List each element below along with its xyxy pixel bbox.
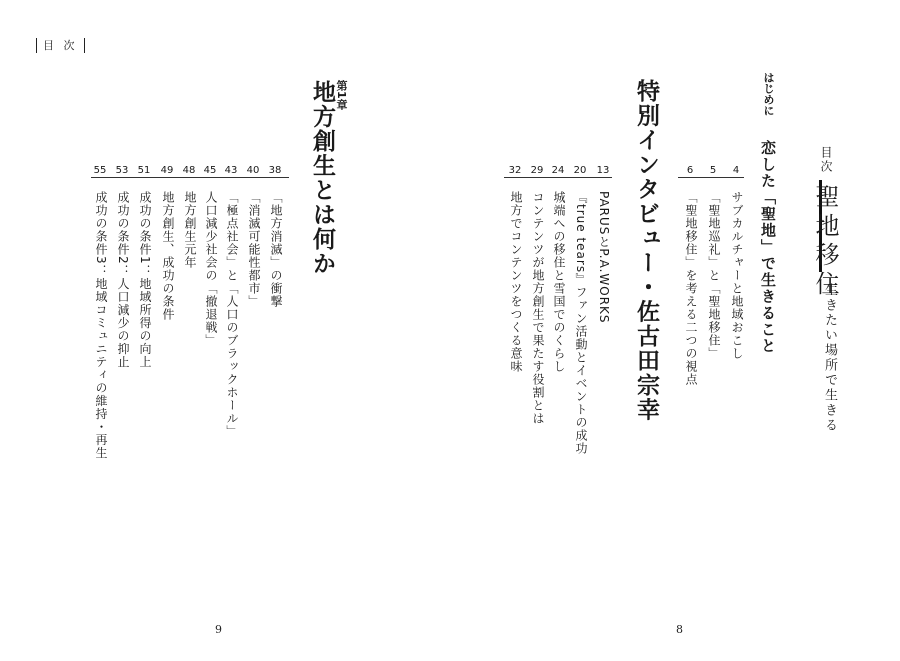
chapter1-rule xyxy=(91,177,289,178)
toc-entry[interactable] xyxy=(203,165,218,347)
header-bar-right xyxy=(84,38,85,53)
toc-entry[interactable] xyxy=(706,165,721,360)
toc-entry[interactable] xyxy=(508,165,523,373)
page-number: 6 xyxy=(686,165,694,176)
page-number: 51 xyxy=(137,165,151,176)
toc-entry[interactable] xyxy=(224,165,239,438)
entry-text: 人口減少社会の「撤退戦」 xyxy=(204,191,218,347)
page-number: 49 xyxy=(160,165,174,176)
entry-text: 成功の条件2：人口減少の抑止 xyxy=(116,191,130,369)
header-bar-left xyxy=(36,38,37,53)
chapter1-kicker: 第1章 xyxy=(335,80,348,110)
intro-kicker: はじめに xyxy=(762,72,775,116)
entry-text: 「聖地移住」を考える二つの視点 xyxy=(684,191,698,386)
page-number: 24 xyxy=(551,165,565,176)
toc-entry[interactable] xyxy=(93,165,108,460)
entry-text: 城端への移住と雪国でのくらし xyxy=(552,191,566,373)
page-number: 48 xyxy=(182,165,196,176)
entry-text: 成功の条件1：地域所得の向上 xyxy=(138,191,152,369)
page-number: 38 xyxy=(268,165,282,176)
toc-entry[interactable] xyxy=(683,165,698,386)
toc-entry[interactable] xyxy=(115,165,130,369)
toc-entry[interactable] xyxy=(182,165,197,269)
page-number-left: 9 xyxy=(215,623,222,636)
toc-entry[interactable] xyxy=(137,165,152,369)
interview-rule xyxy=(504,177,612,178)
page-number-right: 8 xyxy=(676,623,683,636)
entry-text: 地方創生、成功の条件 xyxy=(161,191,175,321)
toc-entry[interactable] xyxy=(573,165,588,456)
book-subtitle: 生きたい場所で生きる xyxy=(822,283,837,433)
page-number: 13 xyxy=(596,165,610,176)
intro-title: 恋した「聖地」で生きること xyxy=(759,140,777,355)
toc-entry[interactable] xyxy=(160,165,175,321)
entry-text: 成功の条件3：地域コミュニティの維持・再生 xyxy=(94,191,108,460)
entry-text: 「聖地巡礼」と「聖地移住」 xyxy=(707,191,721,360)
entry-text: 「極点社会」と「人口のブラックホール」 xyxy=(225,191,239,438)
toc-entry[interactable] xyxy=(729,165,744,360)
interview-title: 特別インタビュー・佐古田宗幸 xyxy=(633,79,659,422)
toc-entry[interactable] xyxy=(246,165,261,308)
page-number: 20 xyxy=(573,165,587,176)
entry-text: 地方でコンテンツをつくる意味 xyxy=(509,191,523,373)
page-number: 4 xyxy=(732,165,740,176)
page-number: 55 xyxy=(93,165,107,176)
entry-text: 地方創生元年 xyxy=(183,191,197,269)
running-header xyxy=(30,36,91,54)
page-number: 5 xyxy=(709,165,717,176)
page-number: 29 xyxy=(530,165,544,176)
toc-entry[interactable] xyxy=(551,165,566,373)
entry-text: サブカルチャーと地域おこし xyxy=(730,191,744,360)
entry-text: PARUSとP.A.WORKS xyxy=(597,191,611,324)
page-number: 53 xyxy=(115,165,129,176)
entry-text: コンテンツが地方創生で果たす役割とは xyxy=(531,191,545,425)
page-number: 45 xyxy=(203,165,217,176)
page-number: 40 xyxy=(246,165,260,176)
book-title: 聖地移住 xyxy=(811,184,839,300)
running-header-text: 目 次 xyxy=(43,39,78,52)
page-number: 43 xyxy=(224,165,238,176)
entry-text: 「地方消滅」の衝撃 xyxy=(269,191,283,308)
chapter1-title: 地方創生とは何か xyxy=(309,80,335,276)
toc-entry[interactable] xyxy=(596,165,611,324)
page-number: 32 xyxy=(508,165,522,176)
entry-text: 『true tears』ファン活動とイベントの成功 xyxy=(574,191,588,456)
toc-label: 目次 xyxy=(819,146,833,174)
toc-entry[interactable] xyxy=(530,165,545,425)
entry-text: 「消滅可能性都市」 xyxy=(247,191,261,308)
toc-entry[interactable] xyxy=(268,165,283,308)
intro-rule xyxy=(678,177,744,178)
